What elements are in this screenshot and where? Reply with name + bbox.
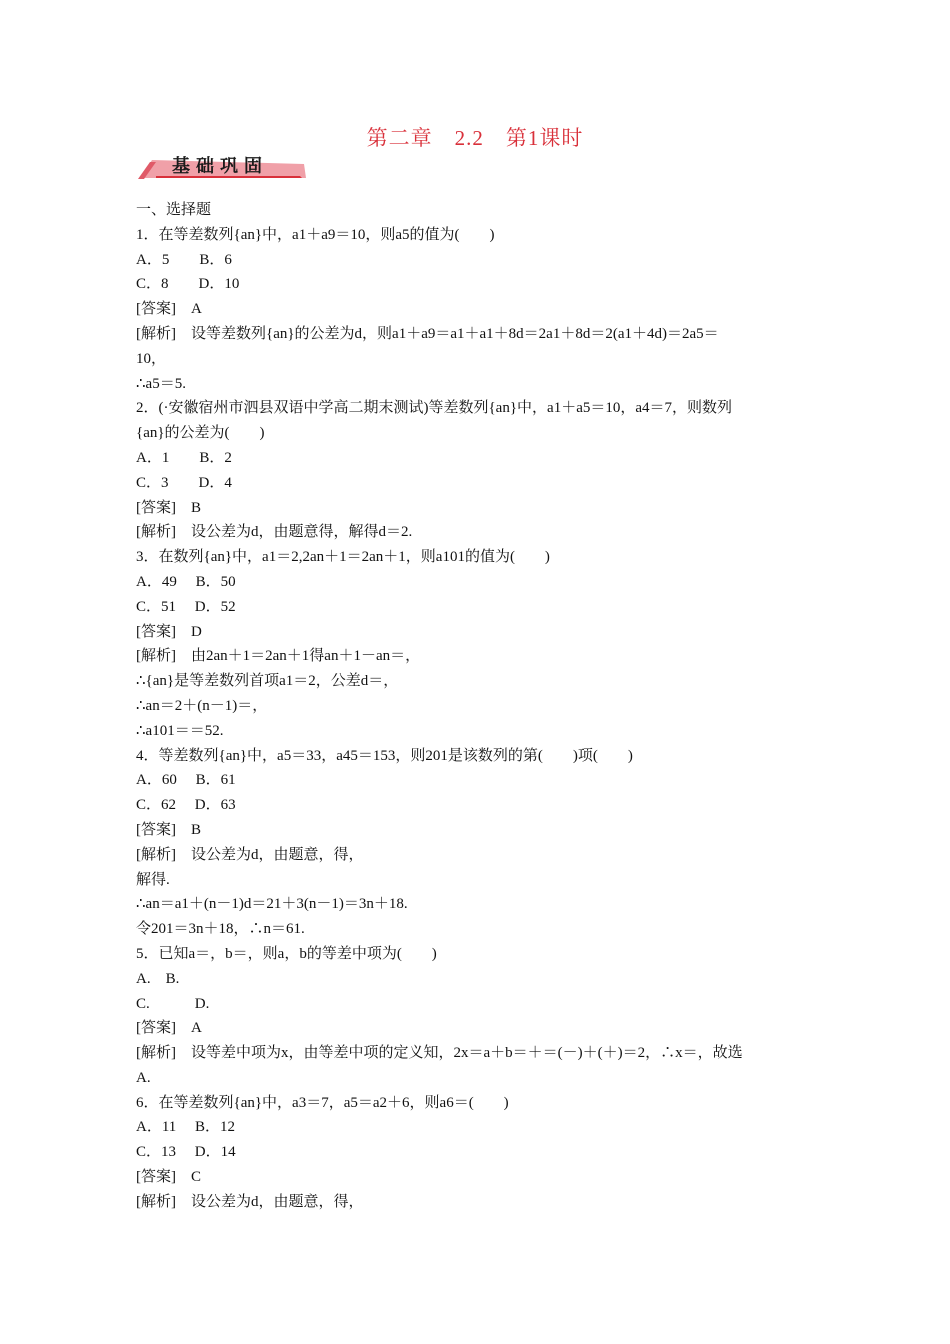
text-line: [答案] B: [136, 821, 201, 838]
text-line: ∴a5＝5.: [136, 375, 186, 392]
text-line: C．3 D．4: [136, 474, 232, 491]
text-line: {an}的公差为( ): [136, 425, 265, 442]
text-line: 1．在等差数列{an}中，a1＋a9＝10，则a5的值为( ): [136, 226, 495, 243]
text-line: ∴a101＝＝52.: [136, 722, 224, 739]
text-line: [解析] 由2an＋1＝2an＋1得an＋1－an＝，: [136, 648, 421, 665]
text-line: ∴an＝2＋(n－1)＝，: [136, 697, 268, 714]
text-line: A．49 B．50: [136, 573, 236, 590]
text-line: 10，: [136, 350, 167, 367]
text-line: 解得.: [136, 871, 170, 888]
text-line: [答案] A: [136, 1020, 202, 1037]
text-line: A．60 B．61: [136, 772, 236, 789]
text-line: [答案] D: [136, 623, 202, 640]
text-line: ∴an＝a1＋(n－1)d＝21＋3(n－1)＝3n＋18.: [136, 896, 408, 913]
banner-label: 基础巩固: [172, 156, 268, 177]
text-line: [答案] B: [136, 499, 201, 516]
text-line: A．11 B．12: [136, 1119, 236, 1136]
text-line: A．1 B．2: [136, 449, 232, 466]
text-line: ∴{an}是等差数列首项a1＝2，公差d＝，: [136, 673, 399, 690]
text-line: [解析] 设公差为d，由题意，得，: [136, 1193, 364, 1210]
text-line: [解析] 设等差中项为x，由等差中项的定义知，2x＝a＋b＝＋＝(－)＋(＋)＝2，∴x＝，故选: [136, 1045, 743, 1062]
text-line: C. D.: [136, 995, 210, 1012]
text-line: A. B.: [136, 970, 180, 987]
text-line: C．62 D．63: [136, 797, 236, 814]
text-line: [解析] 设等差数列{an}的公差为d，则a1＋a9＝a1＋a1＋8d＝2a1＋8d＝2(a1＋4d)＝2a5＝: [136, 325, 719, 342]
text-line: 3．在数列{an}中，a1＝2,2an＋1＝2an＋1，则a101的值为( ): [136, 549, 550, 566]
text-line: 令201＝3n＋18，∴n＝61.: [136, 921, 305, 938]
question-content: [136, 198, 820, 1215]
text-line: 6．在等差数列{an}中，a3＝7，a5＝a2＋6，则a6＝( ): [136, 1094, 509, 1111]
text-line: 4．等差数列{an}中，a5＝33，a45＝153，则201是该数列的第( )项( ): [136, 747, 633, 764]
text-line: 5．已知a＝，b＝，则a，b的等差中项为( ): [136, 945, 437, 962]
text-line: 一、选择题: [136, 202, 212, 218]
text-line: [解析] 设公差为d，由题意得，解得d＝2.: [136, 524, 413, 541]
text-line: [答案] A: [136, 301, 202, 318]
text-line: C．8 D．10: [136, 276, 240, 293]
text-line: A．5 B．6: [136, 251, 232, 268]
text-line: [解析] 设公差为d，由题意，得，: [136, 846, 364, 863]
text-line: A.: [136, 1069, 151, 1086]
text-line: [答案] C: [136, 1169, 201, 1186]
text-line: C．13 D．14: [136, 1144, 236, 1161]
text-line: C．51 D．52: [136, 598, 236, 615]
page-title: 第二章 2.2 第1课时: [366, 126, 584, 150]
section-banner: [136, 152, 308, 180]
text-line: 2．(·安徽宿州市泗县双语中学高二期末测试)等差数列{an}中，a1＋a5＝10，a4＝7，则数列: [136, 400, 733, 417]
